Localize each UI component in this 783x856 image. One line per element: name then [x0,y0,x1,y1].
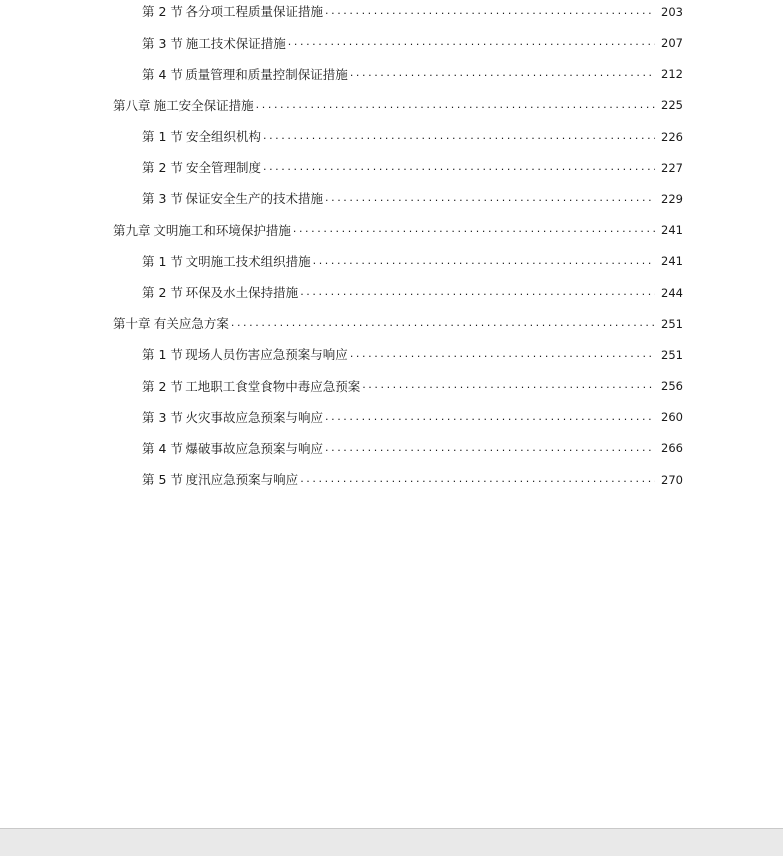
toc-entry-number: 第 1 节 [142,347,183,363]
toc-entry-title: 火灾事故应急预案与响应 [185,409,323,425]
toc-entry-title: 保证安全生产的技术措施 [185,191,323,207]
toc-entry-page: 260 [661,410,683,425]
toc-entry-page: 229 [661,191,683,206]
toc-entry-page: 256 [661,379,683,394]
toc-entry-title: 安全组织机构 [185,129,261,145]
toc-entry-number: 第 3 节 [142,35,183,51]
toc-entry-title: 各分项工程质量保证措施 [185,4,323,20]
toc-entry-page: 207 [661,36,683,51]
toc-entry-number: 第 3 节 [142,191,183,207]
toc-entry-page: 203 [661,4,683,19]
toc-entry-number: 第 4 节 [142,440,183,456]
toc-entry[interactable] [113,402,683,433]
toc-entry-title: 有关应急方案 [153,316,229,332]
toc-leader-dots [231,317,655,328]
toc-entry[interactable] [113,28,683,59]
toc-entry[interactable] [113,0,683,28]
toc-entry-number: 第 2 节 [142,160,183,176]
toc-entry-title: 安全管理制度 [185,160,261,176]
toc-entry-title: 工地职工食堂食物中毒应急预案 [185,378,361,394]
toc-entry-page: 266 [661,441,683,456]
toc-leader-dots [300,286,655,297]
toc-entry[interactable] [113,153,683,184]
toc-entry-number: 第 1 节 [142,253,183,269]
toc-entry[interactable] [113,247,683,278]
toc-entry-number: 第十章 [113,316,151,332]
toc-entry[interactable] [113,340,683,371]
toc-entry[interactable] [113,465,683,496]
toc-entry-page: 251 [661,347,683,362]
status-strip [0,828,783,856]
toc-entry[interactable] [113,122,683,153]
toc-entry-page: 241 [661,254,683,269]
toc-entry-title: 环保及水土保持措施 [185,285,299,301]
toc-entry-number: 第八章 [113,97,151,113]
toc-entry[interactable] [113,278,683,309]
toc-entry-title: 施工安全保证措施 [153,97,254,113]
toc-entry-page: 241 [661,223,683,238]
table-of-contents [113,0,683,499]
toc-entry-page: 212 [661,67,683,82]
toc-entry-page: 244 [661,285,683,300]
toc-entry-chapter[interactable] [113,91,683,122]
toc-leader-dots [350,348,655,359]
toc-leader-dots [263,130,655,141]
toc-leader-dots [325,192,655,203]
toc-leader-dots [256,99,655,110]
toc-leader-dots [263,161,655,172]
toc-leader-dots [293,223,655,234]
toc-entry-number: 第 2 节 [142,285,183,301]
toc-entry[interactable] [113,434,683,465]
toc-entry-chapter[interactable] [113,309,683,340]
toc-entry[interactable] [113,184,683,215]
toc-entry[interactable] [113,59,683,90]
toc-entry-number: 第九章 [113,222,151,238]
toc-leader-dots [362,379,655,390]
toc-entry-title: 文明施工技术组织措施 [185,253,311,269]
toc-leader-dots [288,36,655,47]
toc-entry-number: 第 5 节 [142,472,183,488]
toc-entry-title: 质量管理和质量控制保证措施 [185,66,348,82]
toc-entry-page: 225 [661,98,683,113]
toc-entry-chapter[interactable] [113,215,683,246]
toc-entry[interactable] [113,371,683,402]
toc-entry-number: 第 2 节 [142,4,183,20]
toc-leader-dots [325,442,655,453]
toc-entry-title: 度汛应急预案与响应 [185,472,299,488]
toc-entry-page: 227 [661,160,683,175]
toc-entry-title: 施工技术保证措施 [185,35,286,51]
toc-entry-number: 第 4 节 [142,66,183,82]
toc-entry-number: 第 1 节 [142,129,183,145]
toc-leader-dots [325,411,655,422]
toc-leader-dots [350,67,655,78]
toc-leader-dots [313,255,655,266]
toc-leader-dots [325,5,655,16]
toc-entry-page: 270 [661,472,683,487]
toc-entry-page: 226 [661,129,683,144]
toc-entry-title: 现场人员伤害应急预案与响应 [185,347,348,363]
toc-entry-page: 251 [661,316,683,331]
toc-leader-dots [300,473,655,484]
toc-entry-title: 爆破事故应急预案与响应 [185,440,323,456]
toc-entry-number: 第 3 节 [142,409,183,425]
toc-entry-number: 第 2 节 [142,378,183,394]
toc-entry-title: 文明施工和环境保护措施 [153,222,291,238]
